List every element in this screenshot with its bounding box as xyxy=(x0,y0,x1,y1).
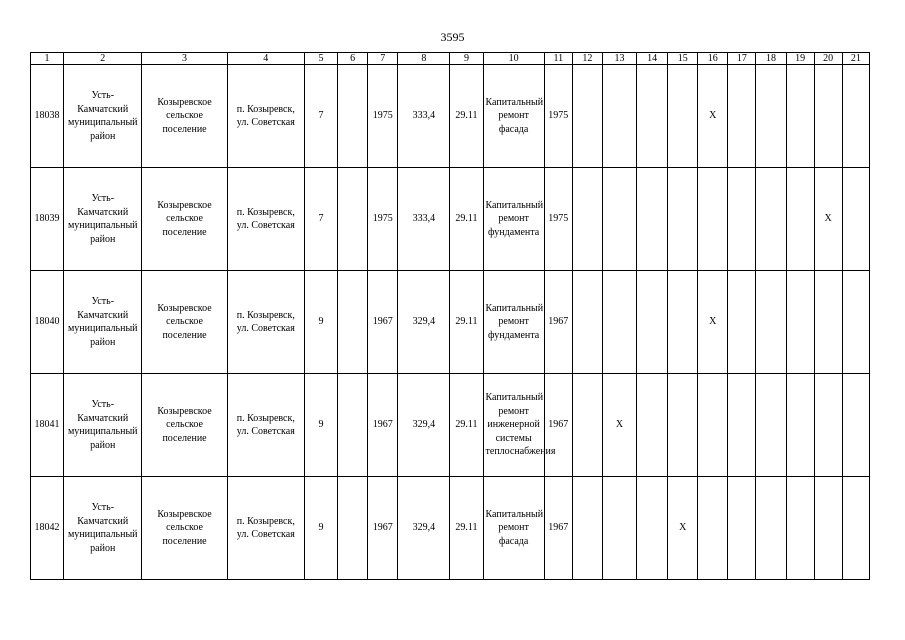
table-cell xyxy=(698,374,728,477)
table-cell: 329,4 xyxy=(398,477,450,580)
table-cell: 18041 xyxy=(31,374,64,477)
column-header: 4 xyxy=(227,53,304,65)
table-cell xyxy=(572,65,602,168)
table-cell xyxy=(668,271,698,374)
table-row xyxy=(31,477,870,580)
table-cell: Капитальный ремонт фундамента xyxy=(483,168,544,271)
table-cell: 9 xyxy=(304,271,337,374)
table-cell xyxy=(842,65,869,168)
table-cell xyxy=(842,374,869,477)
table-cell xyxy=(637,477,668,580)
column-header: 20 xyxy=(814,53,842,65)
table-cell: 29.11 xyxy=(450,374,483,477)
table-cell xyxy=(786,65,814,168)
table-cell: 1967 xyxy=(368,477,398,580)
table-cell: Козыревское сельское поселение xyxy=(142,65,227,168)
column-header: 15 xyxy=(668,53,698,65)
table-cell: 29.11 xyxy=(450,65,483,168)
table-cell: п. Козыревск, ул. Советская xyxy=(227,271,304,374)
table-cell: 7 xyxy=(304,65,337,168)
column-header: 17 xyxy=(728,53,756,65)
table-cell: 18038 xyxy=(31,65,64,168)
column-header: 1 xyxy=(31,53,64,65)
table-cell xyxy=(572,168,602,271)
table-cell xyxy=(572,374,602,477)
table-cell xyxy=(572,477,602,580)
table-cell xyxy=(728,65,756,168)
table-cell xyxy=(338,477,368,580)
table-cell xyxy=(814,477,842,580)
table-cell: 1967 xyxy=(368,374,398,477)
table-cell xyxy=(637,271,668,374)
table-cell xyxy=(668,65,698,168)
table-cell: 29.11 xyxy=(450,271,483,374)
table-cell: Капитальный ремонт инженерной системы теплоснабжения xyxy=(483,374,544,477)
table-cell xyxy=(842,271,869,374)
table-cell xyxy=(814,374,842,477)
table-cell xyxy=(602,168,636,271)
table-cell xyxy=(602,271,636,374)
table-cell: Козыревское сельское поселение xyxy=(142,374,227,477)
table-cell: Усть-Камчатский муниципальный район xyxy=(64,374,142,477)
table-cell: 1975 xyxy=(368,168,398,271)
table-cell xyxy=(602,477,636,580)
table-cell: 1975 xyxy=(368,65,398,168)
table-cell: п. Козыревск, ул. Советская xyxy=(227,65,304,168)
table-cell: Капитальный ремонт фундамента xyxy=(483,271,544,374)
column-header: 16 xyxy=(698,53,728,65)
table-cell xyxy=(338,374,368,477)
column-header: 8 xyxy=(398,53,450,65)
table-row xyxy=(31,168,870,271)
table-cell: Усть-Камчатский муниципальный район xyxy=(64,477,142,580)
table-cell: 1967 xyxy=(368,271,398,374)
column-header: 9 xyxy=(450,53,483,65)
table-cell: 329,4 xyxy=(398,374,450,477)
table-cell xyxy=(698,477,728,580)
table-cell: 1967 xyxy=(544,271,572,374)
table-cell: п. Козыревск, ул. Советская xyxy=(227,168,304,271)
column-header: 18 xyxy=(756,53,786,65)
table-cell: X xyxy=(698,271,728,374)
table-cell xyxy=(728,271,756,374)
table-cell: 1967 xyxy=(544,374,572,477)
table-cell: 333,4 xyxy=(398,168,450,271)
column-header: 3 xyxy=(142,53,227,65)
column-header: 12 xyxy=(572,53,602,65)
table-cell: X xyxy=(814,168,842,271)
table-cell xyxy=(637,168,668,271)
column-header: 14 xyxy=(637,53,668,65)
table-cell: X xyxy=(698,65,728,168)
table-cell: 29.11 xyxy=(450,168,483,271)
column-header: 10 xyxy=(483,53,544,65)
register-table xyxy=(30,52,870,580)
table-cell xyxy=(786,477,814,580)
table-cell xyxy=(756,65,786,168)
table-cell: Усть-Камчатский муниципальный район xyxy=(64,65,142,168)
table-cell xyxy=(814,271,842,374)
table-cell: 18039 xyxy=(31,168,64,271)
column-header: 5 xyxy=(304,53,337,65)
table-cell xyxy=(786,168,814,271)
table-cell: 7 xyxy=(304,168,337,271)
column-header: 11 xyxy=(544,53,572,65)
table-cell: Капитальный ремонт фасада xyxy=(483,65,544,168)
table-cell: 29.11 xyxy=(450,477,483,580)
table-row xyxy=(31,271,870,374)
table-cell: Усть-Камчатский муниципальный район xyxy=(64,271,142,374)
table-cell xyxy=(842,168,869,271)
table-cell: X xyxy=(602,374,636,477)
table-cell xyxy=(637,374,668,477)
table-cell xyxy=(698,168,728,271)
table-cell xyxy=(572,271,602,374)
table-cell: 333,4 xyxy=(398,65,450,168)
table-cell: Капитальный ремонт фасада xyxy=(483,477,544,580)
table-cell xyxy=(756,271,786,374)
table-cell xyxy=(842,477,869,580)
table-cell xyxy=(668,374,698,477)
table-cell: п. Козыревск, ул. Советская xyxy=(227,374,304,477)
table-cell: 9 xyxy=(304,477,337,580)
table-cell xyxy=(814,65,842,168)
column-header: 13 xyxy=(602,53,636,65)
table-row xyxy=(31,65,870,168)
table-cell xyxy=(728,374,756,477)
column-header: 2 xyxy=(64,53,142,65)
table-cell: 1975 xyxy=(544,168,572,271)
table-cell: 1967 xyxy=(544,477,572,580)
table-cell xyxy=(756,477,786,580)
table-cell xyxy=(786,374,814,477)
header-row xyxy=(31,53,870,65)
table-cell: 329,4 xyxy=(398,271,450,374)
column-header: 7 xyxy=(368,53,398,65)
table-cell xyxy=(728,477,756,580)
table-cell: Козыревское сельское поселение xyxy=(142,477,227,580)
table-cell: п. Козыревск, ул. Советская xyxy=(227,477,304,580)
column-header: 21 xyxy=(842,53,869,65)
table-cell: 18042 xyxy=(31,477,64,580)
page-number: 3595 xyxy=(440,30,465,44)
column-header: 6 xyxy=(338,53,368,65)
column-header: 19 xyxy=(786,53,814,65)
table-cell xyxy=(338,65,368,168)
table-cell xyxy=(786,271,814,374)
table-cell xyxy=(338,271,368,374)
table-cell xyxy=(338,168,368,271)
table-cell: Козыревское сельское поселение xyxy=(142,168,227,271)
table-cell: Усть-Камчатский муниципальный район xyxy=(64,168,142,271)
table-cell: X xyxy=(668,477,698,580)
table-cell xyxy=(668,168,698,271)
table-cell xyxy=(637,65,668,168)
table-row xyxy=(31,374,870,477)
table-cell: 18040 xyxy=(31,271,64,374)
table-cell xyxy=(756,374,786,477)
table-cell xyxy=(602,65,636,168)
table-cell xyxy=(728,168,756,271)
table-cell: 9 xyxy=(304,374,337,477)
table-cell xyxy=(756,168,786,271)
table-cell: Козыревское сельское поселение xyxy=(142,271,227,374)
table-cell: 1975 xyxy=(544,65,572,168)
